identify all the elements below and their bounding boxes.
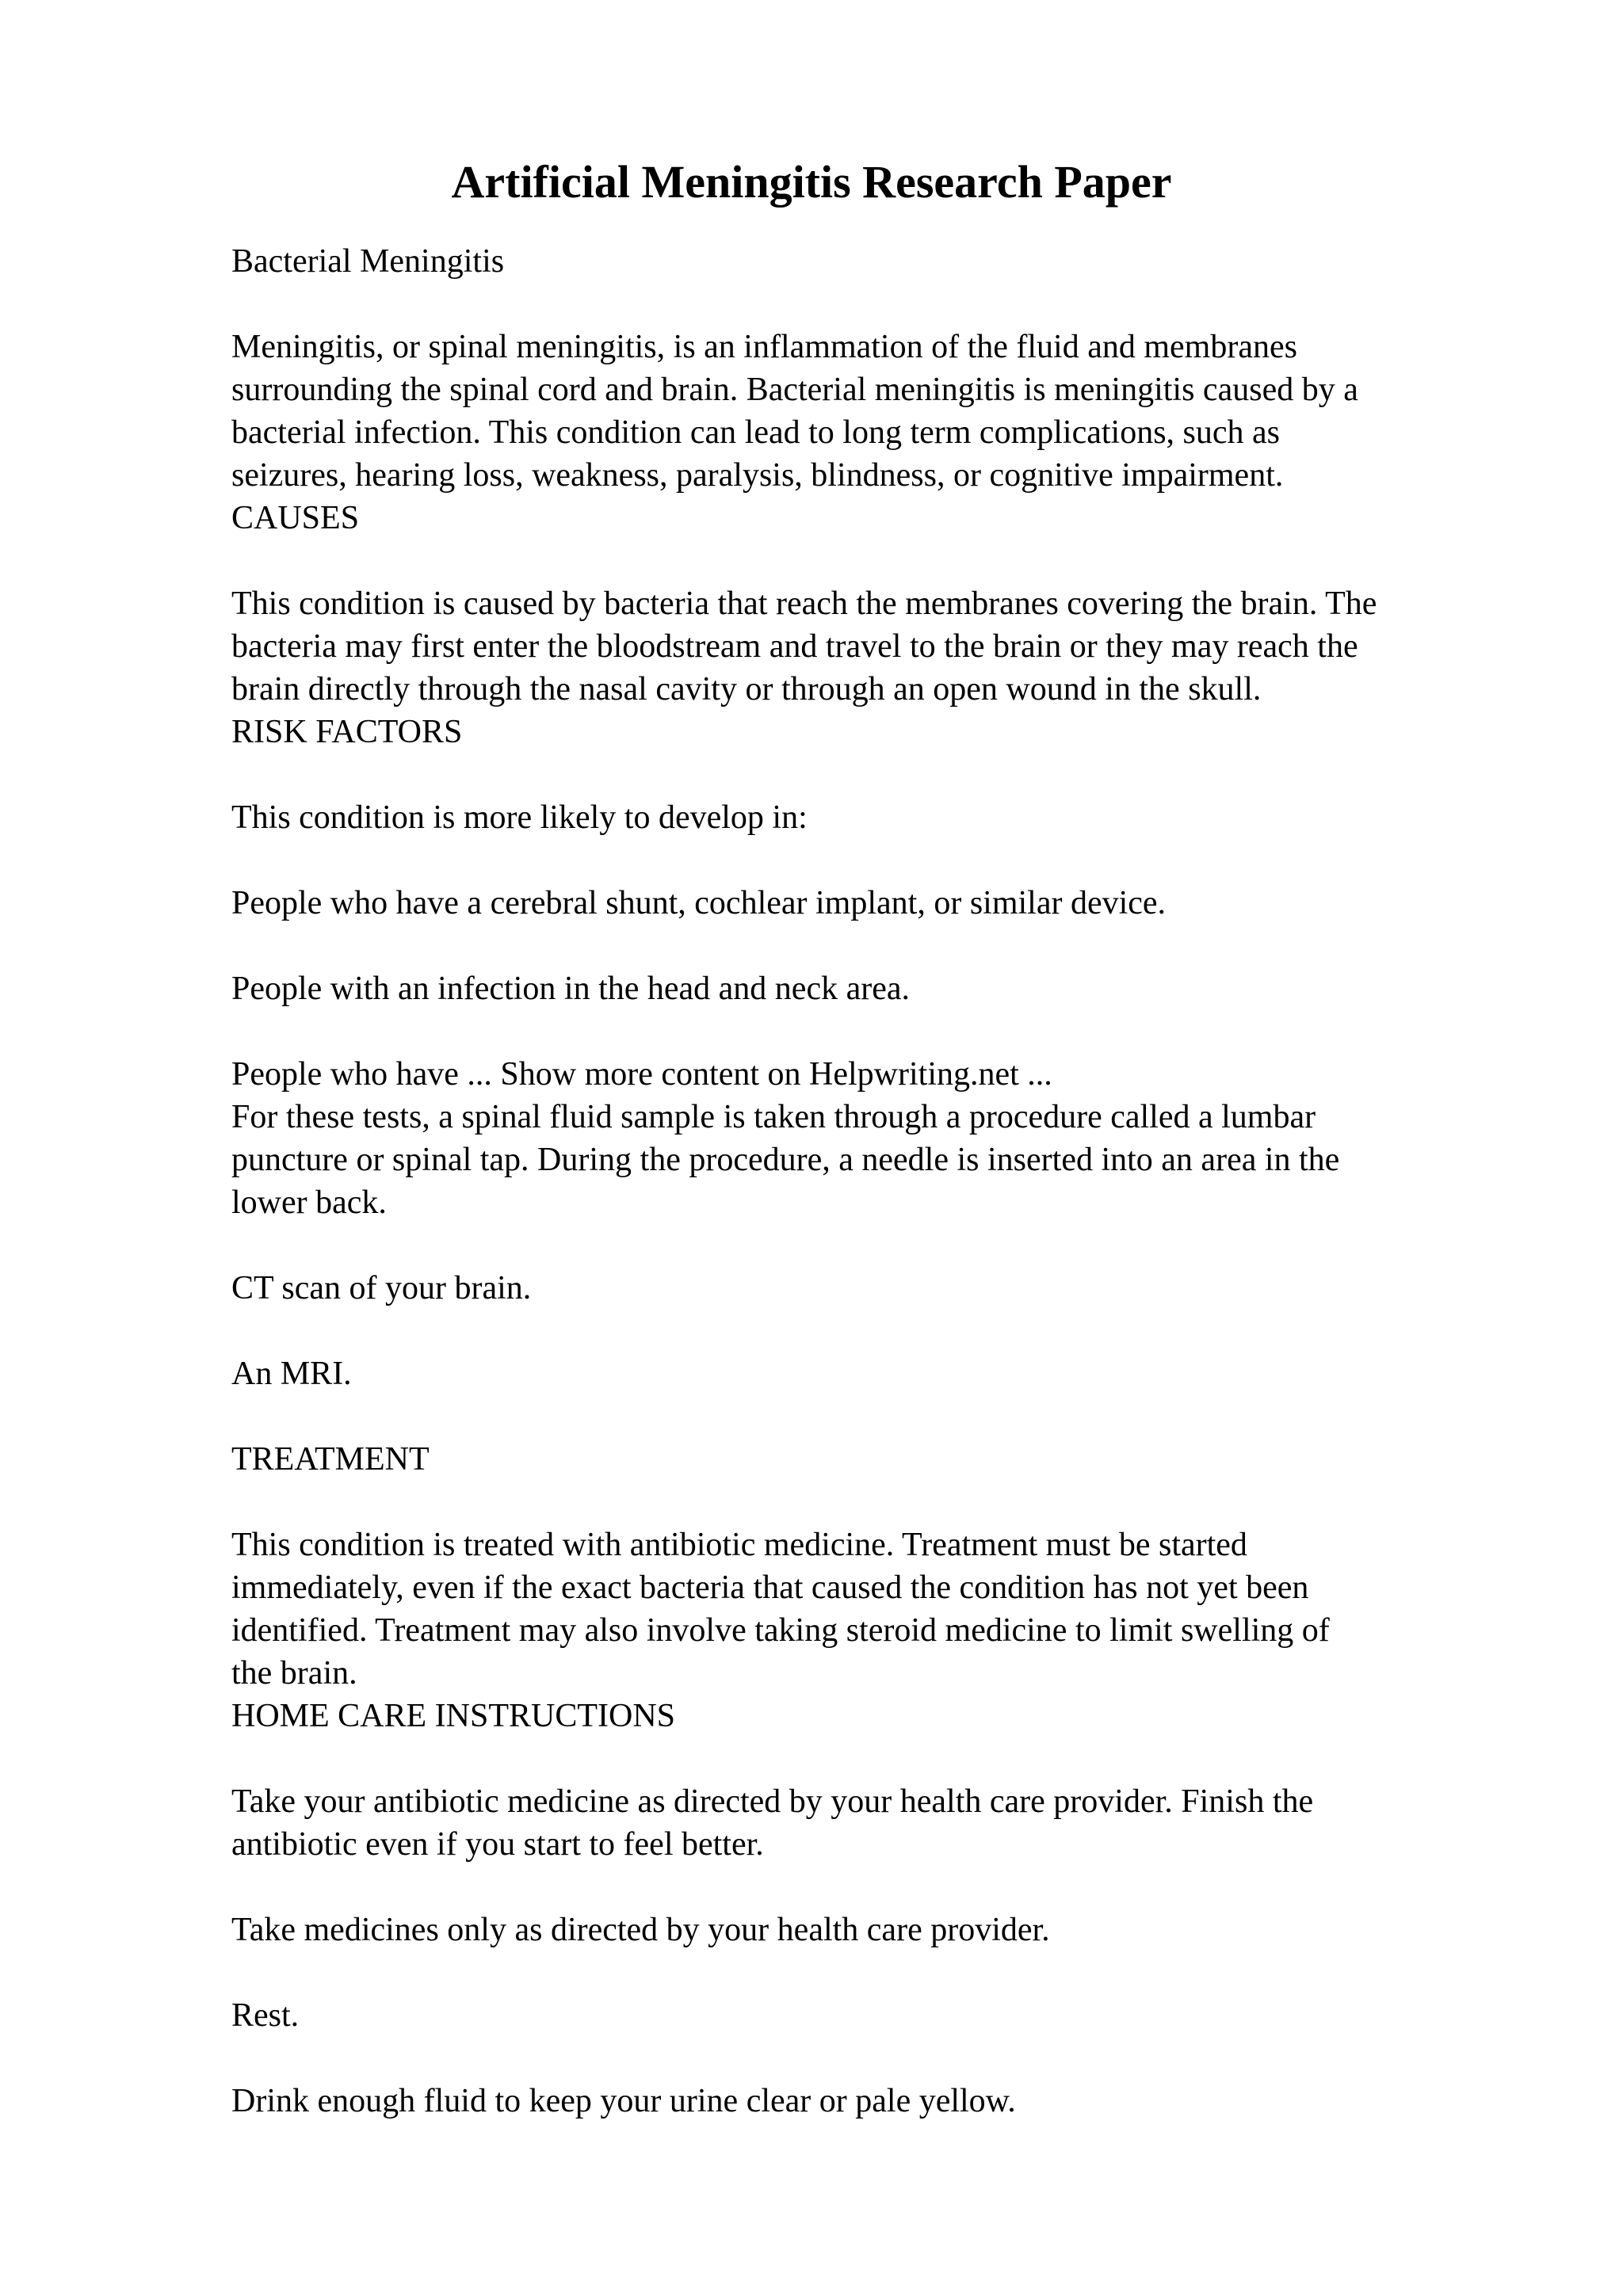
text-line: bacterial infection. This condition can lead to long term complications, such as bbox=[231, 414, 1281, 451]
document-body bbox=[231, 240, 1531, 2122]
section-heading: HOME CARE INSTRUCTIONS bbox=[231, 1698, 676, 1734]
text-line: puncture or spinal tap. During the procedure, a needle is inserted into an area in the bbox=[231, 1142, 1340, 1178]
paragraph-gap bbox=[231, 839, 1531, 882]
text-line: Drink enough fluid to keep your urine clear or pale yellow. bbox=[231, 2083, 1016, 2119]
text-line: CT scan of your brain. bbox=[231, 1270, 532, 1306]
text-line: identified. Treatment may also involve taking steroid medicine to limit swelling of bbox=[231, 1612, 1330, 1649]
paragraph-gap bbox=[231, 1481, 1531, 1524]
text-line: People who have ... Show more content on Helpwriting.net ... bbox=[231, 1056, 1052, 1093]
text-line: People who have a cerebral shunt, cochlear implant, or similar device. bbox=[231, 885, 1167, 921]
paragraph-gap bbox=[231, 540, 1531, 582]
paragraph-gap bbox=[231, 1951, 1531, 1994]
paragraph-gap bbox=[231, 1395, 1531, 1438]
text-line: This condition is treated with antibiotic medicine. Treatment must be started bbox=[231, 1527, 1247, 1563]
text-line: lower back. bbox=[231, 1184, 387, 1221]
text-line: For these tests, a spinal fluid sample is taken through a procedure called a lumbar bbox=[231, 1099, 1316, 1135]
text-line: immediately, even if the exact bacteria that caused the condition has not yet been bbox=[231, 1569, 1309, 1606]
paragraph-gap bbox=[231, 1310, 1531, 1352]
text-line: seizures, hearing loss, weakness, paralysis, blindness, or cognitive impairment. bbox=[231, 457, 1284, 494]
text-line: Take medicines only as directed by your health care provider. bbox=[231, 1912, 1050, 1948]
document-title: Artificial Meningitis Research Paper bbox=[451, 156, 1172, 208]
paragraph-gap bbox=[231, 2037, 1531, 2080]
paragraph-gap bbox=[231, 1224, 1531, 1267]
text-line: brain directly through the nasal cavity or through an open wound in the skull. bbox=[231, 671, 1262, 707]
paragraph-gap bbox=[231, 283, 1531, 326]
paragraph-gap bbox=[231, 753, 1531, 796]
text-line: This condition is caused by bacteria that reach the membranes covering the brain. The bbox=[231, 585, 1377, 622]
section-heading: CAUSES bbox=[231, 500, 360, 536]
section-heading: RISK FACTORS bbox=[231, 714, 463, 750]
text-line: Meningitis, or spinal meningitis, is an inflammation of the fluid and membranes bbox=[231, 329, 1297, 365]
text-line: This condition is more likely to develop in: bbox=[231, 799, 808, 836]
paragraph-gap bbox=[231, 1010, 1531, 1053]
text-line: antibiotic even if you start to feel better. bbox=[231, 1826, 764, 1863]
paragraph-gap bbox=[231, 925, 1531, 967]
section-heading: Bacterial Meningitis bbox=[231, 243, 505, 280]
text-line: An MRI. bbox=[231, 1356, 352, 1392]
text-line: People with an infection in the head and neck area. bbox=[231, 971, 910, 1007]
paragraph-gap bbox=[231, 1737, 1531, 1780]
text-line: the brain. bbox=[231, 1655, 357, 1691]
text-line: Rest. bbox=[231, 1997, 300, 2034]
paragraph-gap bbox=[231, 1866, 1531, 1909]
text-line: surrounding the spinal cord and brain. Bacterial meningitis is meningitis caused by a bbox=[231, 372, 1358, 408]
text-line: Take your antibiotic medicine as directed by your health care provider. Finish the bbox=[231, 1783, 1314, 1820]
text-line: bacteria may first enter the bloodstream and travel to the brain or they may reach the bbox=[231, 628, 1358, 665]
section-heading: TREATMENT bbox=[231, 1441, 430, 1478]
